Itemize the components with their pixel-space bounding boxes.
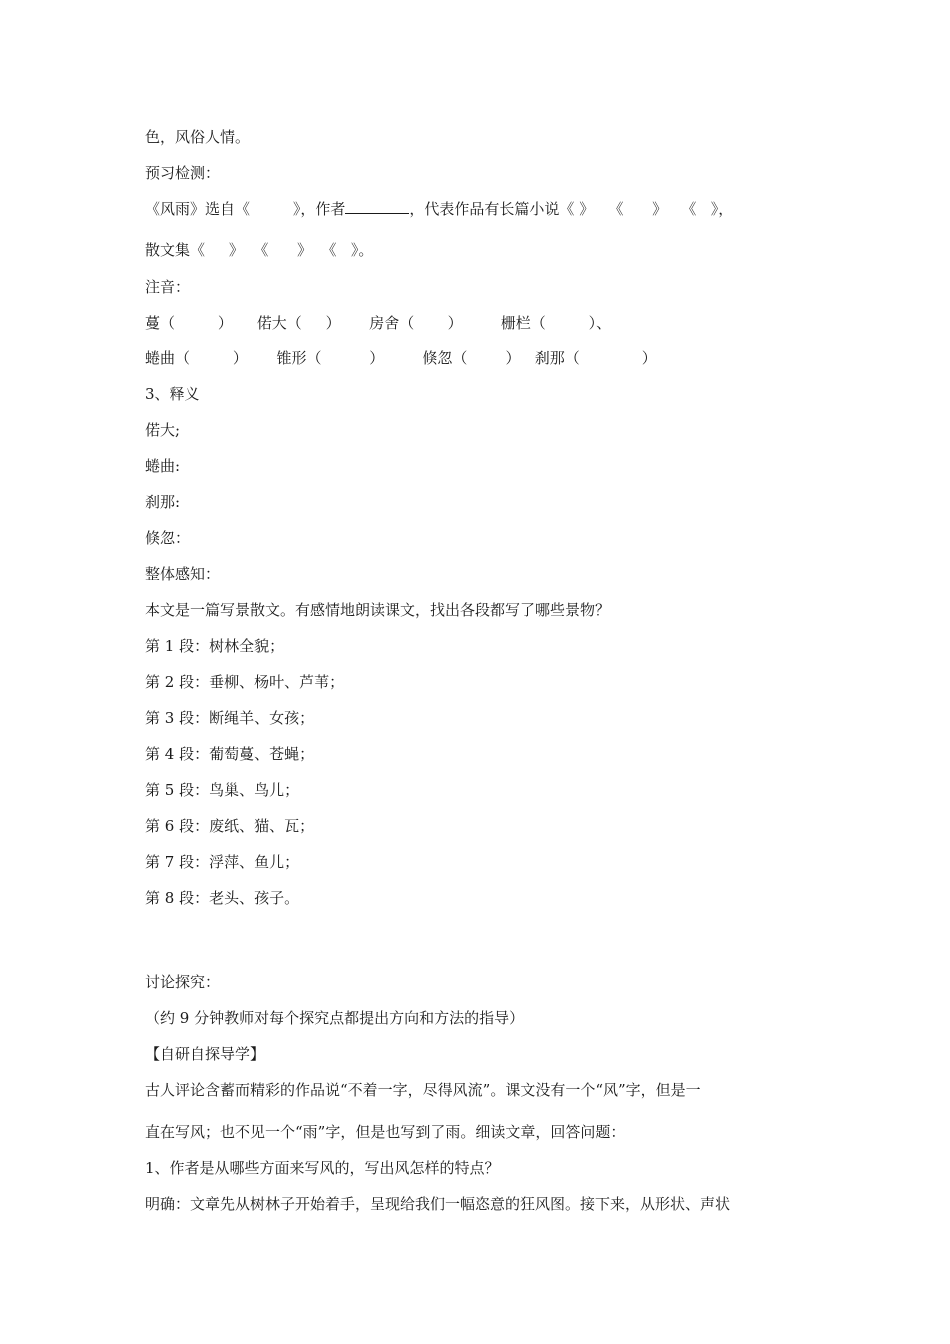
answer-text: 明确：文章先从树林子开始着手，呈现给我们一幅恣意的狂风图。接下来，从形状、声状 (145, 1195, 731, 1213)
source-question-part1: 《风雨》选自《 》，作者 (145, 200, 346, 218)
text-line: 色，风俗人情。 (145, 128, 251, 146)
section-heading-phonetic: 注音： (145, 278, 191, 296)
paragraph-item: 第 1 段：树林全貌； (145, 637, 285, 655)
section-heading-definition: 3、释义 (145, 385, 200, 403)
section-heading-preview-check: 预习检测： (145, 164, 221, 182)
question-item: 1、作者是从哪些方面来写风的，写出风怎样的特点？ (145, 1159, 500, 1177)
section-heading-overview: 整体感知： (145, 565, 221, 583)
definition-item: 蜷曲: (145, 457, 181, 475)
definition-item: 偌大; (145, 421, 181, 439)
section-heading-self-study: 【自研自探导学】 (145, 1045, 266, 1063)
section-heading-discussion: 讨论探究： (145, 973, 221, 991)
paragraph-item: 第 7 段：浮萍、鱼儿； (145, 853, 300, 871)
paragraph-item: 第 4 段：葡萄蔓、苍蝇； (145, 745, 315, 763)
text-line: 本文是一篇写景散文。有感情地朗读课文，找出各段都写了哪些景物？ (145, 601, 611, 619)
text-line-source-question (145, 199, 733, 219)
text-line-note: （约 9 分钟教师对每个探究点都提出方向和方法的指导） (145, 1009, 525, 1027)
paragraph-item: 第 8 段：老头、孩子。 (145, 889, 300, 907)
paragraph-item: 第 2 段：垂柳、杨叶、芦苇； (145, 673, 345, 691)
author-blank (345, 199, 409, 214)
paragraph-item: 第 3 段：断绳羊、女孩； (145, 709, 315, 727)
paragraph-item: 第 5 段：鸟巢、鸟儿； (145, 781, 300, 799)
text-line: 散文集《 》 《 》 《 》。 (145, 241, 374, 259)
phonetic-row-1: 蔓（ ） 偌大（ ） 房舍（ ） 栅栏（ ）、 (145, 314, 612, 332)
phonetic-row-2: 蜷曲（ ） 锥形（ ） 倏忽（ ） 刹那（ ） (145, 349, 657, 367)
text-line: 古人评论含蓄而精彩的作品说“不着一字，尽得风流”。课文没有一个“风”字，但是一 (145, 1081, 701, 1099)
definition-item: 倏忽： (145, 529, 191, 547)
text-line: 直在写风；也不见一个“雨”字，但是也写到了雨。细读文章，回答问题： (145, 1123, 626, 1141)
source-question-part2: ，代表作品有长篇小说《 》 《 》 《 》， (409, 200, 734, 218)
definition-item: 刹那: (145, 493, 181, 511)
paragraph-item: 第 6 段：废纸、猫、瓦； (145, 817, 315, 835)
